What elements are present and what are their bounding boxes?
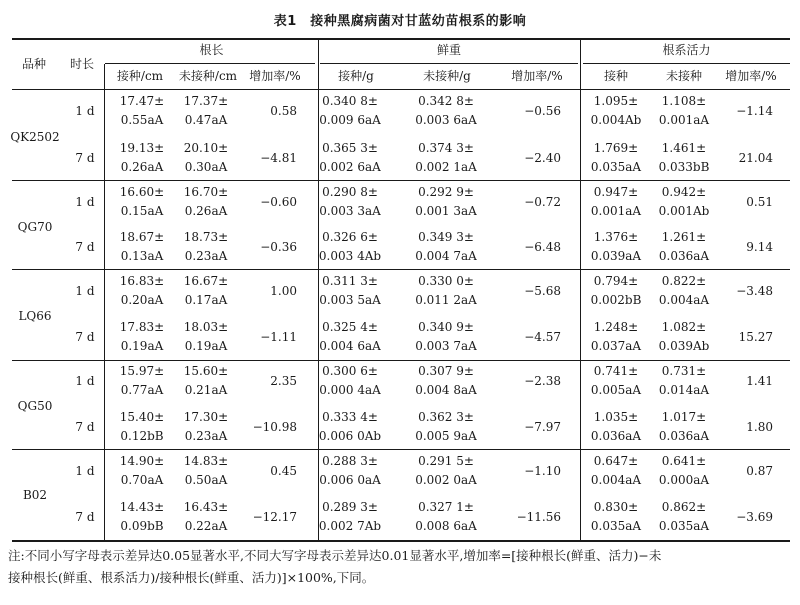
table-bottom-rule xyxy=(12,540,790,542)
cell-sd: 0.039Ab xyxy=(658,339,710,353)
cell-sd: 0.005aA xyxy=(590,383,642,397)
cell-sd: 0.26aA xyxy=(184,204,228,218)
cell-sd: 0.035aA xyxy=(658,519,710,533)
cell-sd: 0.19aA xyxy=(184,339,228,353)
header-sub-6: 增加率/% xyxy=(511,69,563,83)
cell-sd: 0.002 7Ab xyxy=(318,519,382,533)
cell-sd: 0.23aA xyxy=(184,249,228,263)
cell-sd: 0.035aA xyxy=(590,160,642,174)
cell-sd: 0.12bB xyxy=(120,429,164,443)
cell-mean: 19.13± xyxy=(119,141,165,155)
variety-label-LQ66: LQ66 xyxy=(18,309,52,323)
cell-mean: 0.942± xyxy=(661,185,707,199)
cell-mean: 1.095± xyxy=(593,94,639,108)
cell-sd: 0.003 6aA xyxy=(415,113,477,127)
cell-mean: 0.741± xyxy=(593,364,639,378)
cell-mean: 0.291 5± xyxy=(418,454,474,468)
cell-mean: 0.349 3± xyxy=(418,230,474,244)
group-rule-root-length xyxy=(105,63,315,64)
cell-mean: 0.327 1± xyxy=(418,500,474,514)
cell-mean: 16.70± xyxy=(183,185,229,199)
header-sub-7: 接种 xyxy=(603,69,628,83)
cell-mean: 1.248± xyxy=(593,320,639,334)
variety-label-B02: B02 xyxy=(22,488,48,502)
row-time: 7 d xyxy=(75,510,95,524)
cell-mean: 0.365 3± xyxy=(322,141,378,155)
cell-sd: 0.002bB xyxy=(590,293,642,307)
cell-mean: 18.67± xyxy=(119,230,165,244)
group-rule-fresh-weight xyxy=(320,63,578,64)
cell-mean: 0.731± xyxy=(661,364,707,378)
cell-sd: 0.004 7aA xyxy=(415,249,477,263)
header-variety: 品种 xyxy=(21,57,46,71)
cell-mean: 1.376± xyxy=(593,230,639,244)
cell-sd: 0.55aA xyxy=(120,113,164,127)
cell-sd: 0.004aA xyxy=(590,473,642,487)
cell-mean: 0.822± xyxy=(661,274,707,288)
cell-sd: 0.000 4aA xyxy=(319,383,381,397)
header-sub-1: 接种/cm xyxy=(116,69,164,83)
cell-mean: 0.374 3± xyxy=(418,141,474,155)
cell-sd: 0.15aA xyxy=(120,204,164,218)
cell-sd: 0.22aA xyxy=(184,519,228,533)
header-sub-5: 未接种/g xyxy=(423,69,471,83)
table-footnote xyxy=(8,545,798,589)
cell-sd: 0.003 7aA xyxy=(415,339,477,353)
cell-sd: 0.033bB xyxy=(658,160,710,174)
cell-rate: −3.69 xyxy=(736,510,773,524)
header-group-2: 鲜重 xyxy=(436,43,461,57)
cell-sd: 0.19aA xyxy=(120,339,164,353)
cell-sd: 0.001aA xyxy=(590,204,642,218)
cell-rate: 9.14 xyxy=(746,240,773,254)
cell-mean: 0.311 3± xyxy=(322,274,378,288)
cell-sd: 0.003 3aA xyxy=(319,204,381,218)
cell-rate: −1.10 xyxy=(524,464,561,478)
cell-sd: 0.003 5aA xyxy=(319,293,381,307)
table-title: 表1 接种黑腐病菌对甘蓝幼苗根系的影响 xyxy=(273,14,527,29)
cell-sd: 0.23aA xyxy=(184,429,228,443)
cell-rate: 1.80 xyxy=(746,420,773,434)
cell-sd: 0.006 0aA xyxy=(319,473,381,487)
cell-sd: 0.009 6aA xyxy=(319,113,381,127)
cell-sd: 0.035aA xyxy=(590,519,642,533)
variety-label-QG50: QG50 xyxy=(17,399,53,413)
variety-separator-2 xyxy=(12,269,790,270)
cell-mean: 0.830± xyxy=(593,500,639,514)
cell-mean: 17.30± xyxy=(183,410,229,424)
cell-mean: 16.67± xyxy=(183,274,229,288)
cell-mean: 0.362 3± xyxy=(418,410,474,424)
footnote-line-1: 注:不同小写字母表示差异达0.05显著水平,不同大写字母表示差异达0.01显著水平,增加率=[接种根长(鲜重、活力)−未 xyxy=(8,548,662,563)
cell-rate: 0.45 xyxy=(270,464,297,478)
cell-rate: −3.48 xyxy=(736,284,773,298)
cell-rate: −12.17 xyxy=(252,510,297,524)
cell-rate: 1.41 xyxy=(746,374,773,388)
cell-rate: −0.60 xyxy=(260,195,297,209)
cell-rate: −11.56 xyxy=(516,510,561,524)
cell-mean: 14.43± xyxy=(119,500,165,514)
cell-sd: 0.001 3aA xyxy=(415,204,477,218)
cell-mean: 0.330 0± xyxy=(418,274,474,288)
cell-sd: 0.30aA xyxy=(184,160,228,174)
cell-rate: −2.38 xyxy=(524,374,561,388)
cell-sd: 0.039aA xyxy=(590,249,642,263)
cell-sd: 0.036aA xyxy=(658,429,710,443)
cell-mean: 1.261± xyxy=(661,230,707,244)
row-time: 7 d xyxy=(75,151,95,165)
cell-mean: 0.862± xyxy=(661,500,707,514)
cell-mean: 0.333 4± xyxy=(322,410,378,424)
cell-mean: 1.035± xyxy=(593,410,639,424)
header-group-1: 根长 xyxy=(199,43,224,57)
cell-mean: 0.342 8± xyxy=(418,94,474,108)
cell-sd: 0.011 2aA xyxy=(415,293,477,307)
cell-rate: −2.40 xyxy=(524,151,561,165)
cell-mean: 17.37± xyxy=(183,94,229,108)
cell-mean: 0.326 6± xyxy=(322,230,378,244)
row-time: 1 d xyxy=(75,464,95,478)
cell-sd: 0.037aA xyxy=(590,339,642,353)
row-time: 1 d xyxy=(75,104,95,118)
cell-sd: 0.17aA xyxy=(184,293,228,307)
table-top-rule xyxy=(12,38,790,40)
cell-sd: 0.001aA xyxy=(658,113,710,127)
cell-mean: 14.83± xyxy=(183,454,229,468)
header-sub-4: 接种/g xyxy=(338,69,374,83)
cell-mean: 0.292 9± xyxy=(418,185,474,199)
cell-sd: 0.26aA xyxy=(120,160,164,174)
cell-sd: 0.002 0aA xyxy=(415,473,477,487)
cell-sd: 0.036aA xyxy=(658,249,710,263)
cell-sd: 0.20aA xyxy=(120,293,164,307)
cell-rate: −6.48 xyxy=(524,240,561,254)
variety-separator-1 xyxy=(12,180,790,181)
cell-rate: −1.11 xyxy=(260,330,297,344)
cell-mean: 0.289 3± xyxy=(322,500,378,514)
cell-mean: 0.947± xyxy=(593,185,639,199)
cell-sd: 0.47aA xyxy=(184,113,228,127)
cell-mean: 0.290 8± xyxy=(322,185,378,199)
variety-label-QK2502: QK2502 xyxy=(10,129,60,144)
cell-sd: 0.004 8aA xyxy=(415,383,477,397)
cell-sd: 0.000aA xyxy=(658,473,710,487)
row-time: 7 d xyxy=(75,330,95,344)
cell-mean: 0.288 3± xyxy=(322,454,378,468)
cell-mean: 1.108± xyxy=(661,94,707,108)
cell-rate: −7.97 xyxy=(524,420,561,434)
header-sub-2: 未接种/cm xyxy=(178,69,238,83)
cell-sd: 0.036aA xyxy=(590,429,642,443)
header-sub-8: 未接种 xyxy=(665,69,702,83)
cell-sd: 0.50aA xyxy=(184,473,228,487)
cell-mean: 0.641± xyxy=(661,454,707,468)
cell-mean: 0.340 8± xyxy=(322,94,378,108)
cell-rate: −0.56 xyxy=(524,104,561,118)
cell-sd: 0.09bB xyxy=(120,519,164,533)
cell-sd: 0.13aA xyxy=(120,249,164,263)
cell-sd: 0.006 0Ab xyxy=(318,429,382,443)
cell-sd: 0.004Ab xyxy=(590,113,642,127)
cell-mean: 0.300 6± xyxy=(322,364,378,378)
cell-sd: 0.21aA xyxy=(184,383,228,397)
cell-mean: 1.017± xyxy=(661,410,707,424)
row-time: 1 d xyxy=(75,374,95,388)
variety-label-QG70: QG70 xyxy=(17,219,53,234)
cell-rate: 2.35 xyxy=(270,374,297,388)
cell-mean: 0.340 9± xyxy=(418,320,474,334)
cell-sd: 0.014aA xyxy=(658,383,710,397)
cell-rate: 21.04 xyxy=(738,151,773,165)
footnote-line-2: 接种根长(鲜重、根系活力)/接种根长(鲜重、活力)]×100%,下同。 xyxy=(8,570,375,585)
cell-mean: 18.73± xyxy=(183,230,229,244)
row-time: 1 d xyxy=(75,284,95,298)
cell-mean: 1.082± xyxy=(661,320,707,334)
cell-mean: 16.43± xyxy=(183,500,229,514)
row-time: 1 d xyxy=(75,195,95,209)
cell-rate: 15.27 xyxy=(738,330,773,344)
header-sub-9: 增加率/% xyxy=(725,69,777,83)
cell-mean: 0.307 9± xyxy=(418,364,474,378)
cell-rate: −4.81 xyxy=(260,151,297,165)
cell-sd: 0.005 9aA xyxy=(415,429,477,443)
cell-mean: 17.83± xyxy=(119,320,165,334)
cell-mean: 0.647± xyxy=(593,454,639,468)
cell-rate: −1.14 xyxy=(736,104,773,118)
cell-sd: 0.003 4Ab xyxy=(318,249,382,263)
cell-sd: 0.70aA xyxy=(120,473,164,487)
cell-rate: −10.98 xyxy=(252,420,297,434)
cell-mean: 15.60± xyxy=(183,364,229,378)
header-bottom-rule xyxy=(12,89,790,90)
cell-mean: 1.461± xyxy=(661,141,707,155)
cell-rate: −5.68 xyxy=(524,284,561,298)
row-time: 7 d xyxy=(75,240,95,254)
cell-mean: 15.97± xyxy=(119,364,165,378)
cell-rate: 1.00 xyxy=(270,284,297,298)
cell-sd: 0.008 6aA xyxy=(415,519,477,533)
row-time: 7 d xyxy=(75,420,95,434)
cell-sd: 0.002 6aA xyxy=(319,160,381,174)
cell-sd: 0.77aA xyxy=(120,383,164,397)
cell-rate: −0.36 xyxy=(260,240,297,254)
cell-sd: 0.004 6aA xyxy=(319,339,381,353)
cell-mean: 17.47± xyxy=(119,94,165,108)
header-sub-3: 增加率/% xyxy=(249,69,301,83)
variety-separator-3 xyxy=(12,360,790,361)
cell-mean: 18.03± xyxy=(183,320,229,334)
cell-mean: 0.325 4± xyxy=(322,320,378,334)
cell-rate: −4.57 xyxy=(524,330,561,344)
variety-separator-4 xyxy=(12,449,790,450)
header-duration: 时长 xyxy=(69,57,94,71)
cell-mean: 20.10± xyxy=(183,141,229,155)
cell-rate: 0.58 xyxy=(270,104,297,118)
cell-rate: −0.72 xyxy=(524,195,561,209)
cell-rate: 0.87 xyxy=(746,464,773,478)
cell-sd: 0.004aA xyxy=(658,293,710,307)
cell-mean: 16.83± xyxy=(119,274,165,288)
group-rule-root-activity xyxy=(583,63,790,64)
cell-sd: 0.002 1aA xyxy=(415,160,477,174)
header-group-3: 根系活力 xyxy=(662,43,711,57)
cell-mean: 0.794± xyxy=(593,274,639,288)
cell-mean: 16.60± xyxy=(119,185,165,199)
cell-sd: 0.001Ab xyxy=(658,204,710,218)
cell-mean: 1.769± xyxy=(593,141,639,155)
cell-rate: 0.51 xyxy=(746,195,773,209)
cell-mean: 14.90± xyxy=(119,454,165,468)
cell-mean: 15.40± xyxy=(119,410,165,424)
